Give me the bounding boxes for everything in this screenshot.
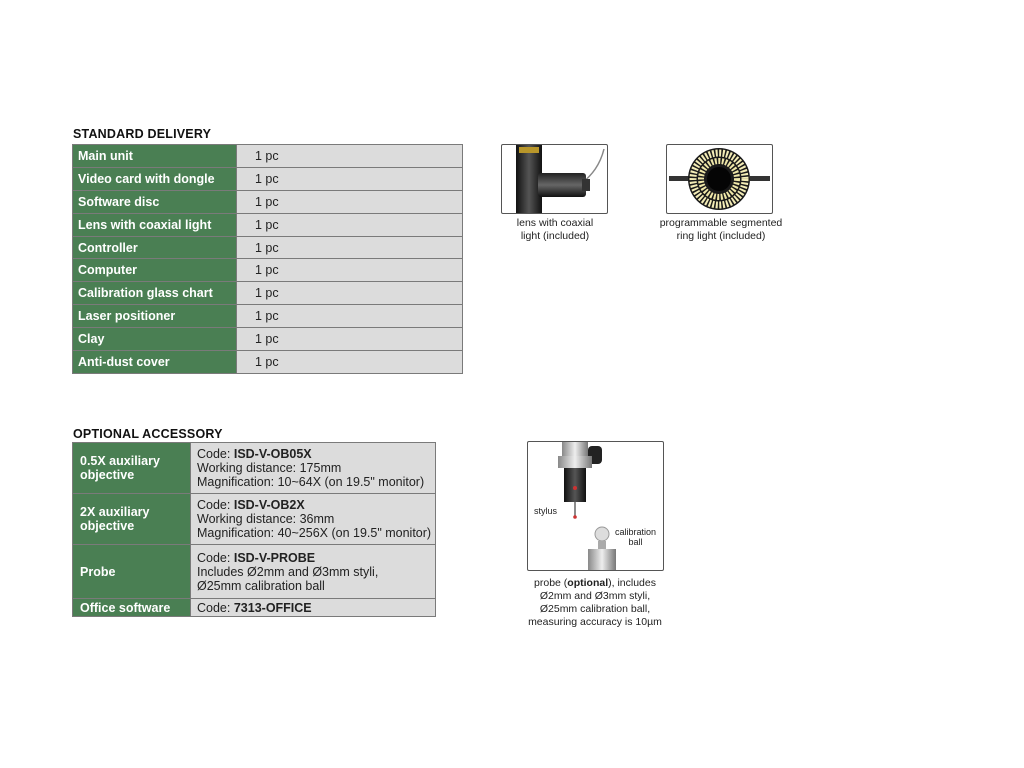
ball-label-line2: ball xyxy=(628,537,643,547)
table-row xyxy=(73,494,436,545)
table-row xyxy=(73,213,463,236)
table-row xyxy=(73,545,436,599)
item-name: Controller xyxy=(73,236,237,259)
table-row xyxy=(73,190,463,213)
accessory-name xyxy=(73,443,191,494)
lens-coaxial-light-photo xyxy=(501,144,608,214)
accessory-details xyxy=(191,545,436,599)
accessory-name xyxy=(73,494,191,545)
accessory-code: Code: ISD-V-PROBE xyxy=(197,550,316,565)
accessory-detail-line: Magnification: 40~256X (on 19.5" monitor) xyxy=(197,526,432,540)
lens-caption-line2: light (included) xyxy=(520,230,590,242)
accessory-name-line1: Office software xyxy=(80,600,171,615)
accessory-details xyxy=(191,599,436,617)
table-row xyxy=(73,259,463,282)
lens-caption-line1: lens with coaxial xyxy=(516,217,594,229)
accessory-details xyxy=(191,494,436,545)
accessory-name xyxy=(73,599,191,617)
accessory-name-line2: objective xyxy=(80,519,135,533)
item-name: Computer xyxy=(73,259,237,282)
table-row xyxy=(73,328,463,351)
item-qty: 1 pc xyxy=(237,282,463,305)
probe-caption-line2: Ø2mm and Ø3mm styli, xyxy=(539,590,651,602)
item-name: Clay xyxy=(73,328,237,351)
ring-caption-line1: programmable segmented xyxy=(659,217,783,229)
accessory-detail-line: Includes Ø2mm and Ø3mm styli, xyxy=(197,564,379,579)
ring-light-photo xyxy=(666,144,773,214)
ring-light-icon xyxy=(667,145,772,213)
item-name: Laser positioner xyxy=(73,305,237,328)
probe-caption-line1: probe (optional), includes xyxy=(534,577,656,589)
item-name: Anti-dust cover xyxy=(73,351,237,374)
table-row xyxy=(73,282,463,305)
ball-label-line1: calibration xyxy=(615,527,657,537)
item-name: Video card with dongle xyxy=(73,167,237,190)
accessory-name xyxy=(73,545,191,599)
accessory-code: Code: ISD-V-OB05X xyxy=(197,447,312,461)
item-qty: 1 pc xyxy=(237,328,463,351)
lens-caption xyxy=(495,217,615,243)
item-name: Software disc xyxy=(73,190,237,213)
item-qty: 1 pc xyxy=(237,305,463,328)
stylus-label: stylus xyxy=(534,506,558,516)
table-row xyxy=(73,305,463,328)
item-qty: 1 pc xyxy=(237,213,463,236)
item-name: Main unit xyxy=(73,145,237,168)
accessory-name-line1: 2X auxiliary xyxy=(80,505,150,519)
lens-icon xyxy=(502,145,607,213)
accessory-detail-line: Magnification: 10~64X (on 19.5" monitor) xyxy=(197,475,425,489)
table-row xyxy=(73,236,463,259)
optional-accessory-title: OPTIONAL ACCESSORY xyxy=(73,427,223,441)
optional-accessory-table xyxy=(72,442,436,617)
accessory-details xyxy=(191,443,436,494)
table-row xyxy=(73,599,436,617)
accessory-code: Code: ISD-V-OB2X xyxy=(197,498,305,512)
table-row xyxy=(73,145,463,168)
item-name: Calibration glass chart xyxy=(73,282,237,305)
accessory-detail-line: Ø25mm calibration ball xyxy=(197,578,325,593)
item-qty: 1 pc xyxy=(237,236,463,259)
item-qty: 1 pc xyxy=(237,167,463,190)
accessory-name-line2: objective xyxy=(80,468,135,482)
probe-caption-line3: Ø25mm calibration ball, xyxy=(539,603,651,615)
item-name: Lens with coaxial light xyxy=(73,213,237,236)
item-qty: 1 pc xyxy=(237,145,463,168)
table-row xyxy=(73,167,463,190)
ring-caption-line2: ring light (included) xyxy=(676,230,766,242)
accessory-detail-line: Working distance: 175mm xyxy=(197,461,342,475)
calibration-ball-label xyxy=(615,527,656,547)
table-row xyxy=(73,443,436,494)
accessory-detail-line: Working distance: 36mm xyxy=(197,512,335,526)
ring-light-caption xyxy=(646,217,796,243)
item-qty: 1 pc xyxy=(237,259,463,282)
standard-delivery-title: STANDARD DELIVERY xyxy=(73,127,212,141)
probe-photo xyxy=(527,441,664,571)
accessory-code: Code: 7313-OFFICE xyxy=(197,600,312,615)
probe-caption xyxy=(510,577,680,629)
standard-delivery-table xyxy=(72,144,463,374)
accessory-name-line1: 0.5X auxiliary xyxy=(80,454,160,468)
accessory-name-line1: Probe xyxy=(80,564,116,579)
table-row xyxy=(73,351,463,374)
probe-caption-line4: measuring accuracy is 10µm xyxy=(528,616,662,628)
item-qty: 1 pc xyxy=(237,190,463,213)
item-qty: 1 pc xyxy=(237,351,463,374)
